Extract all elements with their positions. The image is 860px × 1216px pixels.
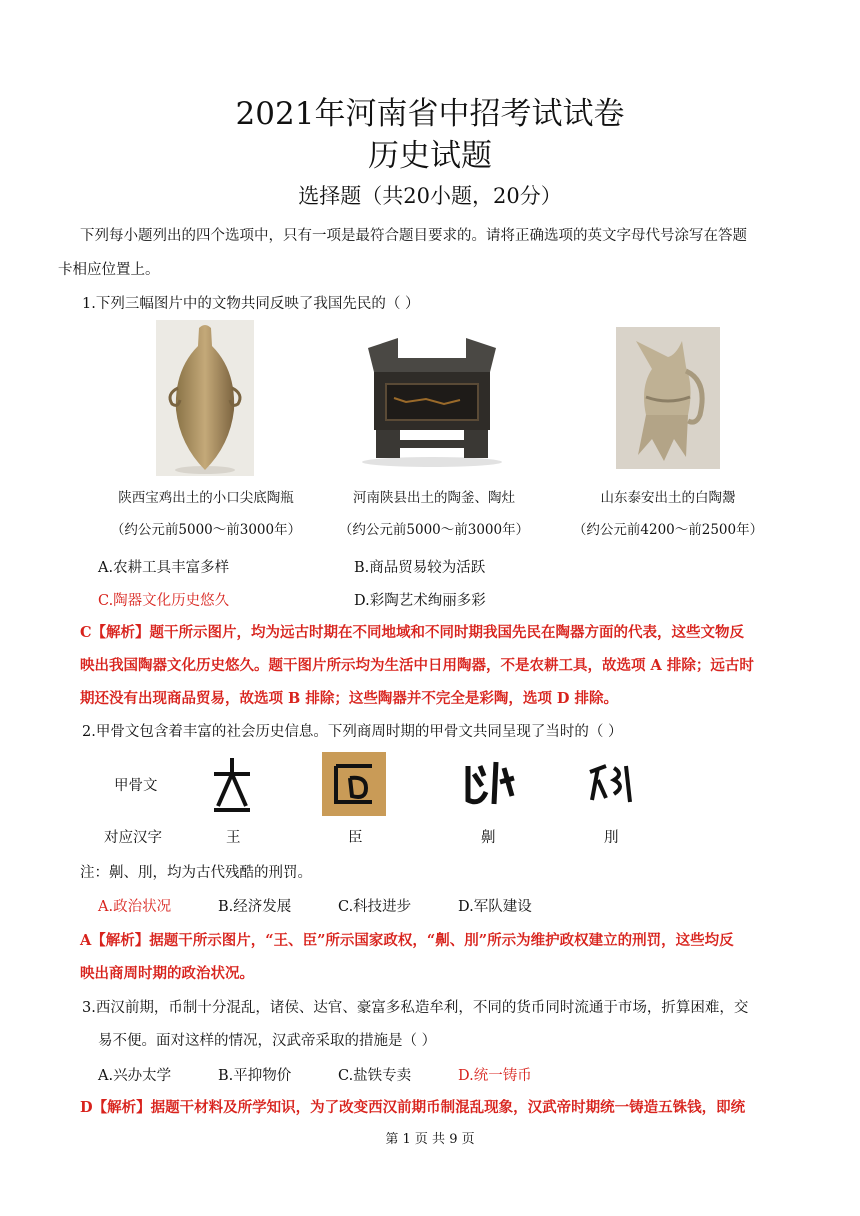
q3-stem-line2: 易不便。面对这样的情况，汉武帝采取的措施是（ ） <box>98 1033 437 1049</box>
q1-option-a: A.农耕工具丰富多样 <box>98 560 230 576</box>
char-chen: 臣 <box>348 830 363 846</box>
instructions-line2: 卡相应位置上。 <box>58 262 160 278</box>
q3-option-b: B.平抑物价 <box>218 1068 292 1084</box>
q2-option-a: A.政治状况 <box>98 899 172 915</box>
q2-option-b: B.经济发展 <box>218 899 292 915</box>
subject-title: 历史试题 <box>368 138 492 174</box>
char-yi: 劓 <box>481 830 496 846</box>
q1-stem: 1.下列三幅图片中的文物共同反映了我国先民的（ ） <box>82 296 420 312</box>
exam-title: 2021年河南省中招考试试卷 <box>235 96 625 132</box>
q3-option-a: A.兴办太学 <box>98 1068 172 1084</box>
image1-period: （约公元前5000～前3000年） <box>110 522 302 538</box>
instructions-line1: 下列每小题列出的四个选项中，只有一项是最符合题目要求的。请将正确选项的英文字母代号涂写在答题 <box>80 228 747 244</box>
q3-option-c: C.盐铁专卖 <box>338 1068 412 1084</box>
q3-analysis-line1: D【解析】据题干材料及所学知识，为了改变西汉前期币制混乱现象，汉武帝时期统一铸造五铢钱，即统 <box>80 1099 746 1116</box>
page-footer: 第 1 页 共 9 页 <box>385 1132 475 1147</box>
image1-caption: 陕西宝鸡出土的小口尖底陶瓶 <box>118 490 294 506</box>
q3-option-d: D.统一铸币 <box>458 1068 532 1084</box>
q2-stem: 2.甲骨文包含着丰富的社会历史信息。下列商周时期的甲骨文共同呈现了当时的（ ） <box>82 724 623 740</box>
pottery-stove-image <box>358 328 506 468</box>
q2-option-c: C.科技进步 <box>338 899 412 915</box>
modern-char-row-label: 对应汉字 <box>104 830 162 846</box>
oracle-row-label: 甲骨文 <box>114 778 158 794</box>
q2-note: 注：劓、刖，均为古代残酷的刑罚。 <box>80 865 312 881</box>
q1-analysis-line3: 期还没有出现商品贸易，故选项 B 排除；这些陶器并不完全是彩陶，选项 D 排除。 <box>80 690 619 707</box>
q1-option-d: D.彩陶艺术绚丽多彩 <box>354 593 486 609</box>
q1-analysis-line1: C【解析】题干所示图片，均为远古时期在不同地域和不同时期我国先民在陶器方面的代表，这些文物反 <box>80 624 745 641</box>
q2-analysis-line1: A【解析】据题干所示图片，“王、臣”所示国家政权，“劓、刖”所示为维护政权建立的刑罚，这些均反 <box>80 932 734 949</box>
q1-option-b: B.商品贸易较为活跃 <box>354 560 486 576</box>
oracle-chen-glyph <box>322 752 386 816</box>
char-wang: 王 <box>226 830 241 846</box>
oracle-wang-glyph <box>208 754 256 816</box>
oracle-yue-glyph <box>584 758 636 810</box>
pointed-bottom-bottle-image <box>156 320 254 476</box>
oracle-yi-glyph <box>460 756 518 812</box>
q2-analysis-line2: 映出商周时期的政治状况。 <box>80 965 254 982</box>
q2-option-d: D.军队建设 <box>458 899 532 915</box>
white-pottery-gui-image <box>616 327 720 469</box>
q1-analysis-line2: 映出我国陶器文化历史悠久。题干图片所示均为生活中日用陶器，不是农耕工具，故选项 A 排除；远古时 <box>80 657 754 674</box>
q1-option-c: C.陶器文化历史悠久 <box>98 593 230 609</box>
char-yue: 刖 <box>604 830 619 846</box>
section-heading: 选择题（共20小题，20分） <box>298 184 562 208</box>
image3-caption: 山东泰安出土的白陶鬶 <box>600 490 736 506</box>
image3-period: （约公元前4200～前2500年） <box>572 522 764 538</box>
image2-period: （约公元前5000～前3000年） <box>338 522 530 538</box>
image2-caption: 河南陕县出土的陶釜、陶灶 <box>353 490 515 506</box>
q3-stem-line1: 3.西汉前期，币制十分混乱，诸侯、达官、豪富多私造牟利，不同的货币同时流通于市场，折算困难，交 <box>82 1000 749 1016</box>
